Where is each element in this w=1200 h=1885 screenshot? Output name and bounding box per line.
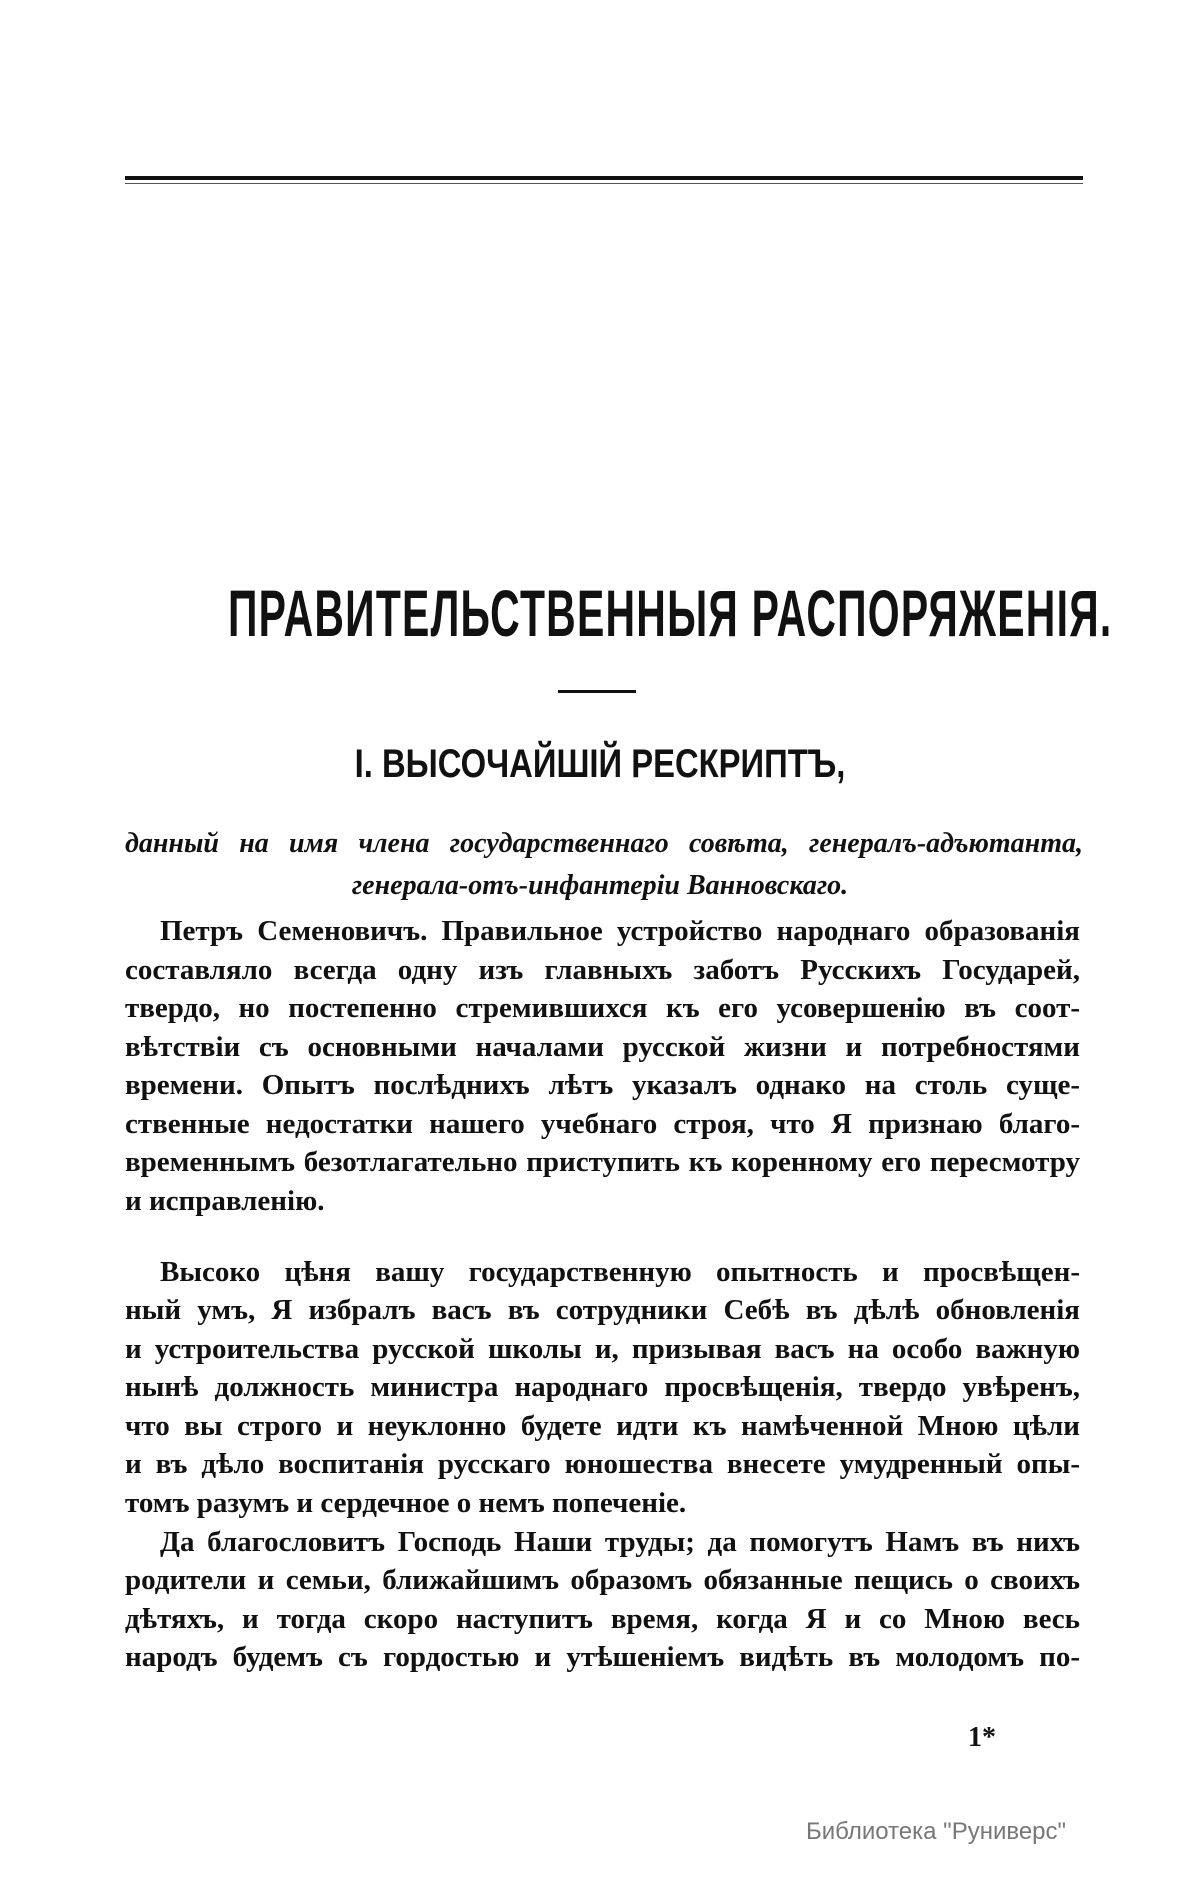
text-line: твердо, но постепенно стремившихся къ его усовершенію въ соот- [125,992,1080,1024]
title-separator [558,690,636,693]
subtitle-line: генерала-отъ-инфантеріи Ванновскаго. [351,870,849,901]
text-line: вѣтствіи съ основными началами русской жизни и потребностями [125,1031,1080,1063]
text-line: Да благословитъ Господь Наши труды; да помогутъ Намъ въ нихъ [160,1526,1080,1558]
page-number: 1* [968,1722,996,1753]
top-rule [125,176,1083,180]
text-line: и устроительства русской школы и, призывая васъ на особо важную [125,1333,1080,1365]
top-rule-thin [125,183,1083,184]
text-line: ный умъ, Я избралъ васъ въ сотрудники Себѣ въ дѣлѣ обновленія [125,1294,1080,1326]
text-line: народъ будемъ съ гордостью и утѣшеніемъ видѣть въ молодомъ по- [125,1641,1080,1673]
text-line: и въ дѣло воспитанія русскаго юношества внесете умудренный опы- [125,1448,1080,1480]
text-line: и исправленію. [125,1185,325,1217]
text-line: что вы строго и неуклонно будете идти къ намѣченной Мною цѣли [125,1410,1080,1442]
text-line: томъ разумъ и сердечное о немъ попеченіе. [125,1487,687,1519]
text-line: родители и семьи, ближайшимъ образомъ обязанные пещись о своихъ [125,1564,1080,1596]
text-line: Петръ Семеновичъ. Правильное устройство народнаго образованія [160,915,1080,947]
text-line: временнымъ безотлагательно приступить къ коренному его пересмотру [125,1146,1080,1178]
text-line: дѣтяхъ, и тогда скоро наступитъ время, когда Я и со Мною весь [125,1603,1080,1635]
text-line: Высоко цѣня вашу государственную опытность и просвѣщен- [160,1256,1080,1288]
text-line: составляло всегда одну изъ главныхъ заботъ Русскихъ Государей, [125,954,1080,986]
page-title: ПРАВИТЕЛЬСТВЕННЫЯ РАСПОРЯЖЕНІЯ. [228,576,1113,650]
section-heading: I. ВЫСОЧАЙШІЙ РЕСКРИПТЪ, [354,742,846,786]
text-line: времени. Опытъ послѣднихъ лѣтъ указалъ однако на столь суще- [125,1069,1080,1101]
watermark: Библиотека "Руниверс" [806,1818,1067,1845]
text-line: ственные недостатки нашего учебнаго строя, что Я признаю благо- [125,1108,1080,1140]
subtitle-line: данный на имя члена государственнаго совѣта, генералъ-адъютанта, [125,828,1083,859]
text-line: нынѣ должность министра народнаго просвѣщенія, твердо увѣренъ, [125,1371,1080,1403]
